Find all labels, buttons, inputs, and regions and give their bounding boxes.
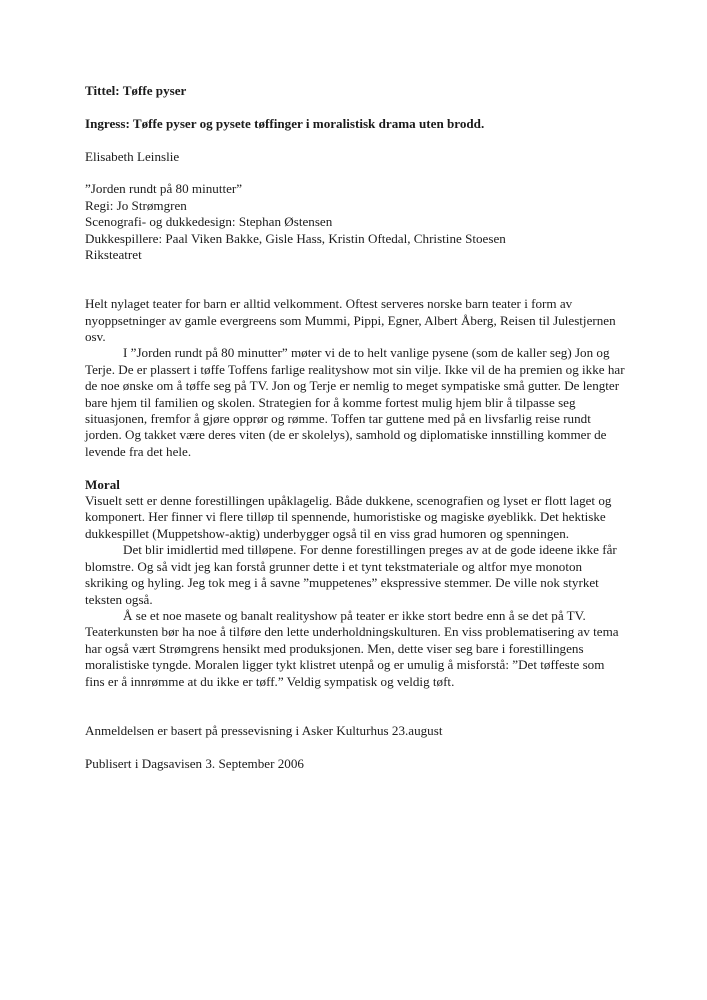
body-section-intro [85, 296, 625, 460]
paragraph: Det blir imidlertid med tilløpene. For denne forestillingen preges av at de gode ideene ikke får blomstre. Og så vidt jeg kan forstå grunner dette i et tynt tekstmateriale og altfor mye monoton skriking og hyling. Jeg tok meg i å savne ”muppetenes” ekspressive stemmer. De ville nok styrket teksten også. [85, 542, 617, 607]
credits-block [85, 181, 625, 263]
review-basis-note: Anmeldelsen er basert på pressevisning i Asker Kulturhus 23.august [85, 722, 443, 738]
credit-line-puppeteers: Dukkespillere: Paal Viken Bakke, Gisle Hass, Kristin Oftedal, Christine Stoesen [85, 230, 506, 246]
paragraph: I ”Jorden rundt på 80 minutter” møter vi de to helt vanlige pysene (som de kaller seg) Jon og Terje. De er plassert i tøffe Toffens farlige realityshow mot sin vilje. Ikke vil de ha premien og ikke har de noe ønske om å tøffe seg på TV. Jon og Terje er nemlig to meget sympatiske små gutter. De lengter bare hjem til familien og skolen. Strategien for å komme fortest mulig hjem blir å tilpasse seg situasjonen, fremfor å gjøre opprør og rømme. Toffen tar guttene med på en livsfarlig reise rundt jorden. Og takket være deres viten (de er skolelys), samhold og diplomatiske innstilling kommer de levende fra det hele. [85, 345, 625, 459]
title-line: Tittel: Tøffe pyser [85, 83, 187, 98]
credit-line-production: ”Jorden rundt på 80 minutter” [85, 181, 243, 197]
body-section-moral [85, 493, 625, 690]
credit-line-design: Scenografi- og dukkedesign: Stephan Østensen [85, 214, 333, 230]
moral-heading: Moral [85, 476, 120, 492]
ingress-line: Ingress: Tøffe pyser og pysete tøffinger i moralistisk drama uten brodd. [85, 115, 485, 131]
paragraph: Helt nylaget teater for barn er alltid velkomment. Oftest serveres norske barn teater i form av nyoppsetninger av gamle evergreens som Mummi, Pippi, Egner, Albert Åberg, Reisen til Julestjernen osv. [85, 296, 616, 345]
paragraph: Å se et noe masete og banalt realityshow på teater er ikke stort bedre enn å se det på TV. Teaterkunsten bør ha noe å tilføre den lette underholdningskulturen. En viss problematisering av tema har også vært Strømgrens hensikt med produksjonen. Men, dette viser seg bare i forestillingens moralistiske tyngde. Moralen ligger tykt klistret utenpå og er umulig å misforstå: ”Det tøffeste som fins er å innrømme at du ikke er tøff.” Veldig sympatisk og veldig tøft. [85, 607, 619, 689]
published-line: Publisert i Dagsavisen 3. September 2006 [85, 755, 304, 771]
credit-line-director: Regi: Jo Strømgren [85, 197, 187, 213]
paragraph: Visuelt sett er denne forestillingen upåklagelig. Både dukkene, scenografien og lyset er flott laget og komponert. Her finner vi flere tilløp til spennende, humoristiske og magiske øyeblikk. Det hektiske dukkespillet (Muppetshow-aktig) underbygger også til en viss grad humoren og spenningen. [85, 493, 612, 541]
credit-line-theatre: Riksteatret [85, 247, 142, 263]
author-line: Elisabeth Leinslie [85, 148, 180, 164]
